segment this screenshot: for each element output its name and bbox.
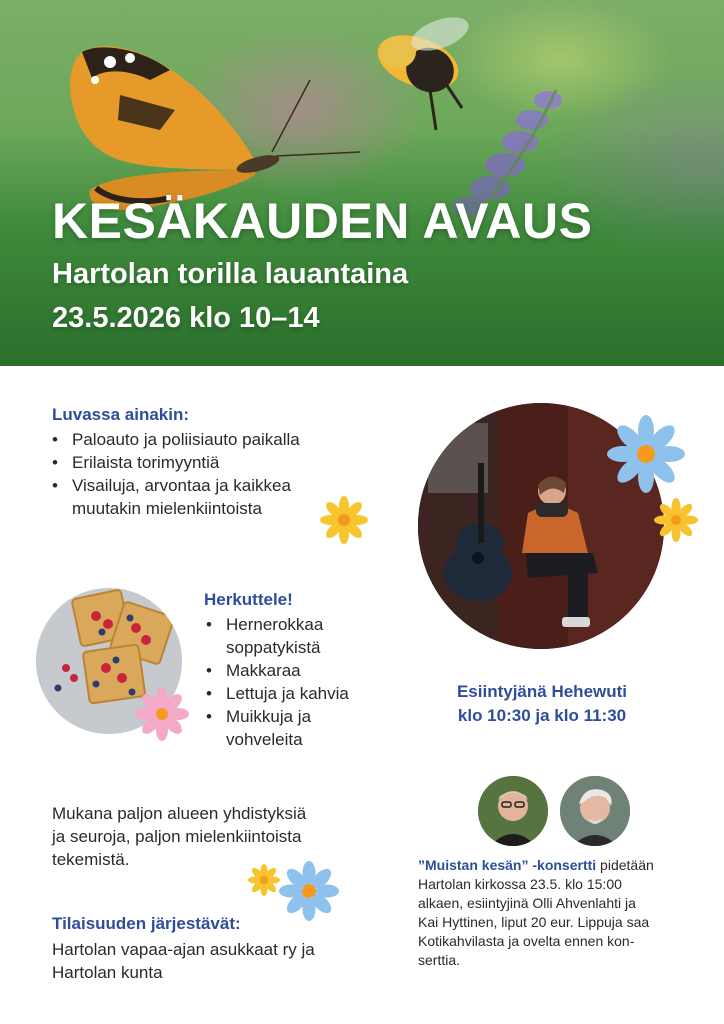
yellow-flower-icon: [320, 496, 368, 544]
blue-flower-icon: [606, 414, 686, 494]
luvassa-heading: Luvassa ainakin:: [52, 405, 190, 424]
yellow-flower-icon: [654, 498, 698, 542]
list-item: • Makkaraa: [204, 659, 349, 682]
hero-banner: [0, 0, 724, 366]
performer-portrait-1: [478, 776, 548, 846]
yellow-flower-icon: [248, 864, 280, 896]
bumblebee-illustration: [370, 11, 473, 130]
portrait-illustration: [478, 776, 548, 846]
performer-times: klo 10:30 ja klo 11:30: [457, 706, 627, 725]
organizers-heading: Tilaisuuden järjestävät:: [52, 914, 241, 933]
list-item: • Erilaista torimyyntiä: [50, 451, 300, 474]
list-item: • Hernerokkaa: [204, 613, 349, 636]
organizers-text: Hartolan vapaa-ajan asukkaat ry ja Hartolan kunta: [52, 940, 315, 982]
concert-info: ”Muistan kesän” -konsertti pidetään Hartolan kirkossa 23.5. klo 15:00 alkaen, esiintyjinä Olli Ahvenlahti ja Kai Hyttinen, liput 20 eur. Lippuja saa Kotikahvilasta ja ovelta ennen kon- serttia.: [418, 857, 654, 968]
luvassa-list: [50, 428, 300, 520]
mukana-paragraph: Mukana paljon alueen yhdistyksiä ja seuroja, paljon mielenkiintoista tekemistä.: [52, 804, 307, 869]
performer-name: Esiintyjänä Hehewuti: [456, 682, 628, 701]
concert-title: ”Muistan kesän” -konsertti: [418, 857, 597, 873]
event-location: Hartolan torilla lauantaina: [52, 258, 409, 290]
list-item-continuation: vohveleita: [226, 730, 303, 749]
performer-portrait-2: [560, 776, 630, 846]
pink-flower-icon: [134, 686, 190, 742]
herkuttele-heading: Herkuttele!: [204, 590, 293, 609]
blue-flower-icon: [278, 860, 340, 922]
event-date-time: 23.5.2026 klo 10–14: [52, 302, 320, 334]
list-item: • Muikkuja ja: [204, 705, 349, 728]
butterfly-illustration: [70, 46, 360, 210]
list-item: • Paloauto ja poliisiauto paikalla: [50, 428, 300, 451]
list-item: • Lettuja ja kahvia: [204, 682, 349, 705]
performer-caption: [422, 680, 662, 728]
portrait-illustration: [560, 776, 630, 846]
event-title: KESÄKAUDEN AVAUS: [52, 193, 593, 249]
herkuttele-list: [204, 613, 349, 751]
list-item: • Visailuja, arvontaa ja kaikkea: [50, 474, 300, 497]
list-item-continuation: muutakin mielenkiintoista: [72, 499, 262, 518]
list-item-continuation: soppatykistä: [226, 638, 321, 657]
